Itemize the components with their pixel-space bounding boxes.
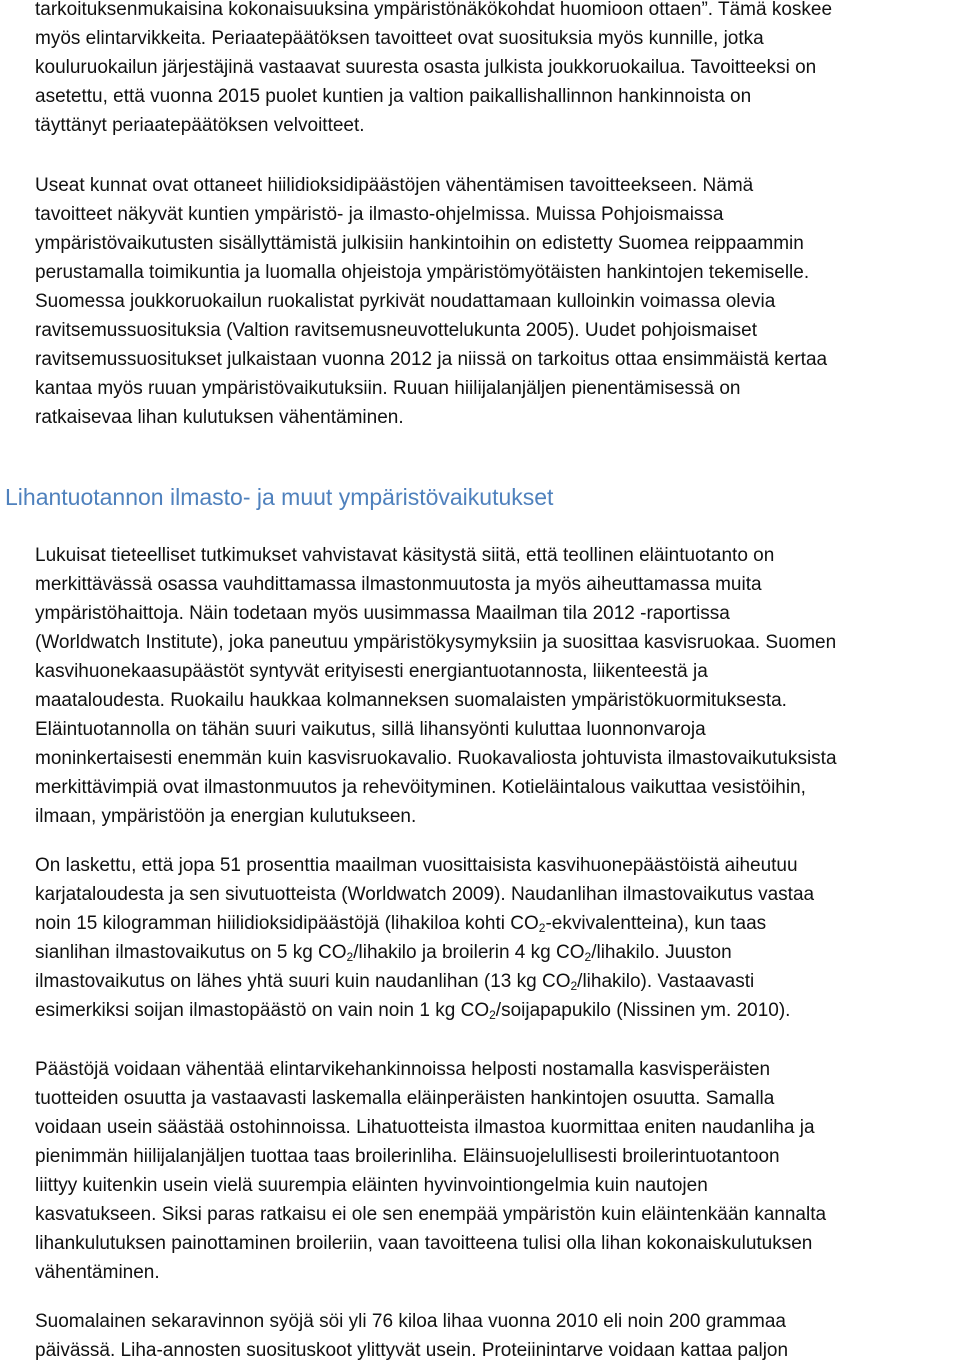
paragraph-useat	[35, 171, 960, 432]
text-line: voidaan usein säästää ostohinnoissa. Lihatuotteista ilmastoa kuormittaa eniten naudanliha ja	[35, 1117, 815, 1138]
text-line: ympäristöhaittoja. Näin todetaan myös uusimmassa Maailman tila 2012 -raportissa	[35, 603, 730, 624]
text-line	[35, 996, 960, 1025]
text-segment: /lihakilo). Vastaavasti	[577, 971, 755, 992]
text-line: On laskettu, että jopa 51 prosenttia maailman vuosittaisista kasvihuonepäästöistä aiheutuu	[35, 855, 798, 876]
text-line: Päästöjä voidaan vähentää elintarvikehankinnoissa helposti nostamalla kasvisperäisten	[35, 1059, 771, 1080]
text-line: merkittävässä osassa vauhdittamassa ilmastonmuutosta ja myös aiheuttamassa muita	[35, 574, 762, 595]
text-line: Suomessa joukkoruokailun ruokalistat pyrkivät noudattamaan kulloinkin voimassa olevia	[35, 291, 776, 312]
text-line: Useat kunnat ovat ottaneet hiilidioksidipäästöjen vähentämisen tavoitteekseen. Nämä	[35, 175, 754, 196]
text-segment: /lihakilo ja broilerin 4 kg CO	[353, 942, 585, 963]
text-line: ratkaisevaa lihan kulutuksen vähentäminen.	[35, 407, 404, 428]
subscript-two: 2	[489, 1008, 496, 1022]
text-line: ravitsemussuositukset julkaistaan vuonna 2012 ja niissä on tarkoitus ottaa ensimmäistä kertaa	[35, 349, 828, 370]
text-line: Eläintuotannolla on tähän suuri vaikutus, sillä lihansyönti kuluttaa luonnonvaroja	[35, 719, 706, 740]
paragraph-lukuisat	[35, 541, 960, 831]
subscript-two: 2	[570, 979, 578, 993]
text-segment: noin 15 kilogramman hiilidioksidipäästöjä (lihakiloa kohti CO	[35, 913, 539, 934]
text-line: tuotteiden osuutta ja vastaavasti laskemalla eläinperäisten hankintojen osuutta. Samalla	[35, 1088, 775, 1109]
text-segment: /lihakilo. Juuston	[591, 942, 732, 963]
text-line	[35, 938, 960, 967]
text-line: vähentäminen.	[35, 1262, 160, 1283]
subscript-two: 2	[538, 921, 546, 935]
paragraph-paastoja	[35, 1055, 960, 1287]
text-segment: esimerkiksi soijan ilmastopäästö on vain noin 1 kg CO	[35, 1000, 490, 1021]
text-line: Lukuisat tieteelliset tutkimukset vahvistavat käsitystä siitä, että teollinen eläintuotanto on	[35, 545, 775, 566]
text-line: (Worldwatch Institute), joka paneutuu ympäristökysymyksiin ja suosittaa kasvisruokaa. Suomen	[35, 632, 837, 653]
section-heading: Lihantuotannon ilmasto- ja muut ympäristövaikutukset	[5, 484, 554, 510]
text-segment: /soijapapukilo (Nissinen ym. 2010).	[495, 1000, 791, 1021]
text-line: liittyy kuitenkin usein vielä suurempia eläinten hyvinvointiongelmia kuin nautojen	[35, 1175, 708, 1196]
text-line: ympäristövaikutusten sisällyttämistä julkisiin hankintoihin on edistetty Suomea reippaammin	[35, 233, 804, 254]
text-line: tarkoituksenmukaisina kokonaisuuksina ympäristönäkökohdat huomioon ottaen”. Tämä koskee	[35, 0, 833, 20]
text-line	[35, 909, 960, 938]
text-line: lihankulutuksen painottaminen broileriin, vaan tavoitteena tulisi olla lihan kokonaiskulutuksen	[35, 1233, 813, 1254]
text-line: ravitsemussuosituksia (Valtion ravitsemusneuvottelukunta 2005). Uudet pohjoismaiset	[35, 320, 758, 341]
text-segment: -ekvivalentteina), kun taas	[545, 913, 767, 934]
text-line	[35, 967, 960, 996]
text-line: merkittävimpiä ovat ilmastonmuutos ja rehevöityminen. Kotieläintalous vaikuttaa vesistöihin,	[35, 777, 806, 798]
paragraph-intro	[35, 0, 960, 140]
subscript-two: 2	[584, 950, 592, 964]
text-line: moninkertaisesti enemmän kuin kasvisruokavalio. Ruokavaliosta johtuvista ilmastovaikutuksista	[35, 748, 837, 769]
paragraph-suomalainen	[35, 1307, 960, 1365]
text-line: päivässä. Liha-annosten suosituskoot ylittyvät usein. Proteiinintarve voidaan kattaa paljon	[35, 1340, 789, 1361]
text-line: myös elintarvikkeita. Periaatepäätöksen tavoitteet ovat suosituksia myös kunnille, jotka	[35, 28, 764, 49]
text-line: kasvatukseen. Siksi paras ratkaisu ei ole sen enempää ympäristön kuin eläintenkään kannalta	[35, 1204, 827, 1225]
text-line: täyttänyt periaatepäätöksen velvoitteet.	[35, 115, 365, 136]
text-line: kasvihuonekaasupäästöt syntyvät erityisesti energiantuotannosta, liikenteestä ja	[35, 661, 708, 682]
text-line: Suomalainen sekaravinnon syöjä söi yli 76 kiloa lihaa vuonna 2010 eli noin 200 grammaa	[35, 1311, 786, 1332]
text-line: maataloudesta. Ruokailu haukkaa kolmanneksen suomalaisten ympäristökuormituksesta.	[35, 690, 787, 711]
text-segment: sianlihan ilmastovaikutus on 5 kg CO	[35, 942, 347, 963]
paragraph-laskettu	[35, 851, 960, 1025]
text-line: kouluruokailun järjestäjinä vastaavat suuresta osasta julkista joukkoruokailua. Tavoitteeksi on	[35, 57, 817, 78]
text-line: tavoitteet näkyvät kuntien ympäristö- ja ilmasto-ohjelmissa. Muissa Pohjoismaissa	[35, 204, 724, 225]
text-line: pienimmän hiilijalanjäljen tuottaa taas broilerinliha. Eläinsuojelullisesti broilerintuotantoon	[35, 1146, 780, 1167]
subscript-two: 2	[346, 950, 354, 964]
text-line: ilmaan, ympäristöön ja energian kulutukseen.	[35, 806, 417, 827]
text-segment: ilmastovaikutus on lähes yhtä suuri kuin naudanlihan (13 kg CO	[35, 971, 571, 992]
text-line: karjataloudesta ja sen sivutuotteista (Worldwatch 2009). Naudanlihan ilmastovaikutus vastaa	[35, 884, 815, 905]
text-line: kantaa myös ruuan ympäristövaikutuksiin. Ruuan hiilijalanjäljen pienentämisessä on	[35, 378, 741, 399]
text-line: asetettu, että vuonna 2015 puolet kuntien ja valtion paikallishallinnon hankinnoista on	[35, 86, 752, 107]
text-line: perustamalla toimikuntia ja luomalla ohjeistoja ympäristömyötäisten hankintojen tekemiselle.	[35, 262, 810, 283]
